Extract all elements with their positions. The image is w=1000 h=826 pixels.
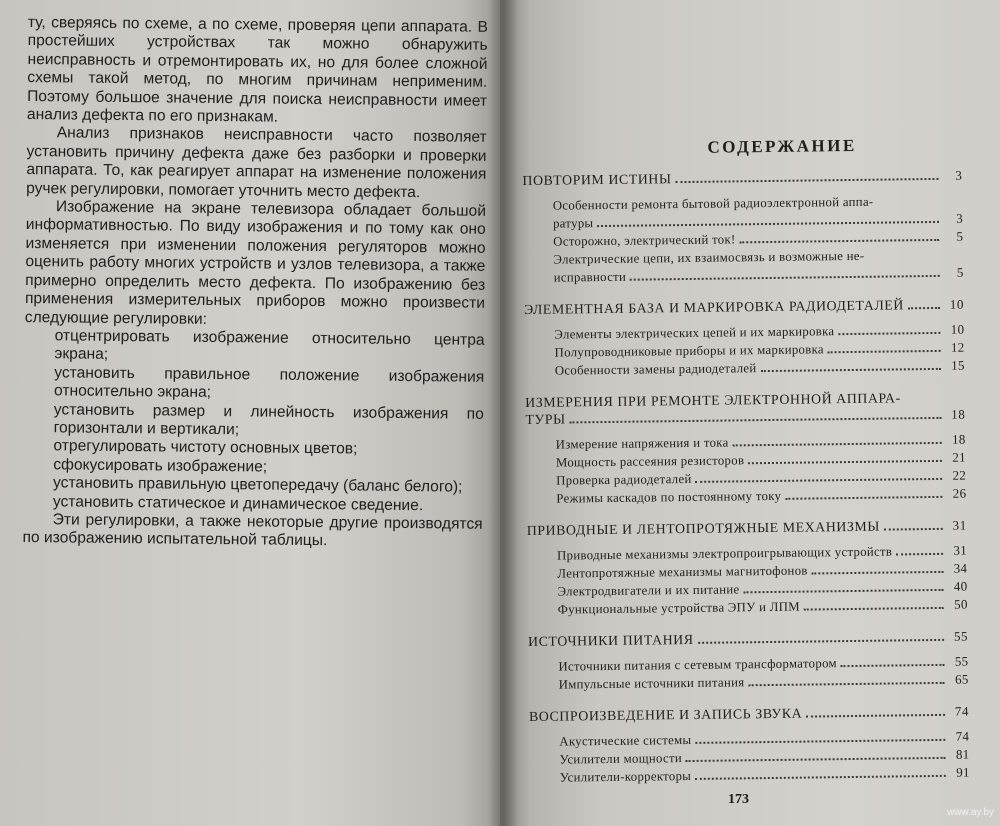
toc-page-number: 12 — [950, 339, 965, 355]
toc-page-number: 31 — [953, 542, 968, 558]
toc-entry-title: ратуры — [552, 216, 594, 231]
toc-entry-title: Электродвигатели и их питание — [557, 582, 740, 599]
leader-dots — [838, 332, 940, 335]
leader-dots — [748, 460, 942, 464]
toc-page-number: 18 — [951, 406, 966, 422]
page-number: 173 — [728, 792, 749, 807]
toc-section-title: ЭЛЕМЕНТНАЯ БАЗА И МАРКИРОВКА РАДИОДЕТАЛЕЙ — [523, 297, 905, 317]
body-text — [22, 14, 488, 553]
leader-dots — [733, 442, 942, 447]
leader-dots — [884, 528, 943, 531]
toc-section-title: ИЗМЕРЕНИЯ ПРИ РЕМОНТЕ ЭЛЕКТРОННОЙ АППАРА- — [525, 390, 901, 410]
toc-entry-title: Проверка радиодеталей — [556, 471, 692, 488]
toc-entry — [523, 192, 963, 233]
toc-page-number: 65 — [954, 671, 969, 687]
toc-page-number: 15 — [951, 357, 965, 373]
body-paragraph: ту, сверяясь по схеме, а по схеме, проверяя цепи аппарата. В простейших устройствах так можно обнаружить неисправность и отремонтировать их, но для более сложной схемы такой метод, по многим причинам неприменим. Поэтому большое значение для поиска неисправности имеет анализ дефекта по его признакам. — [26, 14, 488, 126]
toc-page-number: 5 — [956, 228, 964, 244]
toc-section-title: ТУРЫ — [525, 411, 566, 427]
toc-page-number: 10 — [949, 296, 965, 312]
toc-entry-title: Особенности замены радиодеталей — [554, 361, 757, 378]
toc-entry-title: Источники питания с сетевым трансформатором — [558, 656, 837, 674]
toc-page-number: 31 — [952, 517, 967, 533]
toc-page-number: 91 — [956, 764, 970, 780]
leader-dots — [785, 496, 942, 500]
leader-dots — [695, 775, 946, 780]
toc-entry-title: Импульсные источники питания — [558, 675, 745, 692]
leader-dots — [744, 589, 944, 593]
leader-dots — [570, 417, 942, 424]
toc-entry-title: Мощность рассеяния резисторов — [555, 453, 745, 470]
toc-page-number: 74 — [954, 703, 970, 719]
leader-dots — [841, 664, 945, 667]
leader-dots — [760, 368, 940, 372]
leader-dots — [896, 553, 943, 556]
leader-dots — [806, 714, 945, 718]
toc-entry-title: Осторожно, электрический ток! — [553, 232, 736, 249]
toc-entry-title: Измерение напряжения и тока — [555, 435, 729, 452]
leader-dots — [696, 478, 943, 483]
toc-entry-title: Усилители-корректоры — [559, 768, 692, 785]
leader-dots — [804, 607, 944, 611]
toc-entry-title: Функциональные устройства ЭПУ и ЛПМ — [557, 599, 800, 617]
toc-page-number: 18 — [951, 431, 966, 447]
leader-dots — [740, 239, 940, 243]
body-paragraph: установить размер и линейность изображения по горизонтали и вертикали; — [53, 400, 484, 439]
toc-page-number: 34 — [953, 560, 968, 576]
toc-section-title: ПРИВОДНЫЕ И ЛЕНТОПРОТЯЖНЫЕ МЕХАНИЗМЫ — [526, 518, 881, 538]
leader-dots — [597, 221, 939, 227]
toc-page-number: 3 — [956, 210, 964, 226]
toc-entry-title: Усилители мощности — [559, 751, 683, 767]
watermark: www.ay.by — [946, 807, 994, 818]
body-paragraph: отрегулировать чистоту основных цветов; — [53, 437, 358, 458]
toc-entry-title: Электрические цепи, их взаимосвязь и возможные не- — [553, 248, 865, 267]
toc-section-title: ИСТОЧНИКИ ПИТАНИЯ — [528, 631, 694, 649]
toc-entry-title: исправности — [553, 269, 627, 285]
leader-dots — [695, 739, 945, 744]
toc-entry — [523, 246, 963, 287]
toc-page-number: 40 — [953, 578, 968, 594]
toc-page-number: 22 — [952, 467, 967, 483]
leader-dots — [630, 275, 940, 281]
toc-page-number: 26 — [952, 485, 967, 501]
toc-entry-title: Режимы каскадов по постоянному току — [556, 488, 782, 506]
body-paragraph: установить правильное положение изображения относительно экрана; — [53, 364, 485, 402]
toc-entry-title: Акустические системы — [559, 732, 692, 749]
toc-entry-title: Лентопротяжные механизмы магнитофонов — [557, 563, 808, 581]
toc-entry-title: Особенности ремонта бытовой радиоэлектронной аппа- — [552, 194, 874, 213]
body-paragraph: установить правильную цветопередачу (баланс белого); — [53, 474, 463, 496]
toc-body — [522, 167, 969, 787]
body-paragraph: Изображение на экране телевизора обладает большой информативностью. По виду изображения и по тому как оно изменяется при изменении положения регуляторов можно оценить работу многих устройств и узлов телевизора, а также примерно определить место дефекта. По изображению без применения измерительных приборов можно произвести следующие регулировки: — [24, 198, 487, 328]
toc-page-number: 74 — [955, 728, 970, 744]
toc-entry-title: Элементы электрических цепей и их маркировка — [554, 324, 835, 342]
book-gutter — [488, 0, 518, 826]
body-paragraph: отцентрировать изображение относительно центра экрана; — [54, 327, 485, 364]
toc-section-title: ВОСПРОИЗВЕДЕНИЕ И ЗАПИСЬ ЗВУКА — [528, 705, 803, 724]
leader-dots — [686, 757, 946, 762]
toc-page-number: 3 — [955, 167, 963, 183]
leader-dots — [812, 571, 944, 575]
leader-dots — [828, 350, 941, 353]
table-of-contents — [522, 135, 970, 787]
toc-page-number: 55 — [953, 628, 969, 644]
leader-dots — [698, 639, 944, 644]
leader-dots — [908, 307, 940, 309]
body-paragraph: сфокусировать изображение; — [53, 456, 268, 476]
toc-entry-title: Полупроводниковые приборы и их маркировка — [554, 342, 824, 360]
toc-page-number: 55 — [954, 653, 969, 669]
toc-page-number: 10 — [950, 321, 965, 337]
toc-page-number: 81 — [955, 746, 970, 762]
toc-section-heading — [525, 389, 965, 428]
toc-page-number: 21 — [952, 449, 966, 465]
toc-entry-title: Приводные механизмы электропроигрывающих устройств — [556, 544, 893, 563]
leader-dots — [748, 682, 944, 686]
body-paragraph: установить статическое и динамическое сведение. — [52, 492, 424, 514]
toc-title: СОДЕРЖАНИЕ — [707, 135, 857, 157]
body-paragraph: Анализ признаков неисправности часто позволяет установить причину дефекта даже без разборки и проверки аппарата. То, как реагирует аппарат на изменение положения ручек регулировки, помогает уточнить место дефекта. — [26, 124, 487, 201]
body-paragraph: Эти регулировки, а также некоторые другие производятся по изображению испытательной таблицы. — [22, 511, 483, 550]
toc-page-number: 50 — [954, 596, 968, 612]
toc-section-title: ПОВТОРИМ ИСТИНЫ — [522, 171, 672, 188]
toc-entry-end — [554, 264, 964, 287]
leader-dots — [676, 178, 939, 183]
toc-page-number: 5 — [956, 264, 964, 280]
